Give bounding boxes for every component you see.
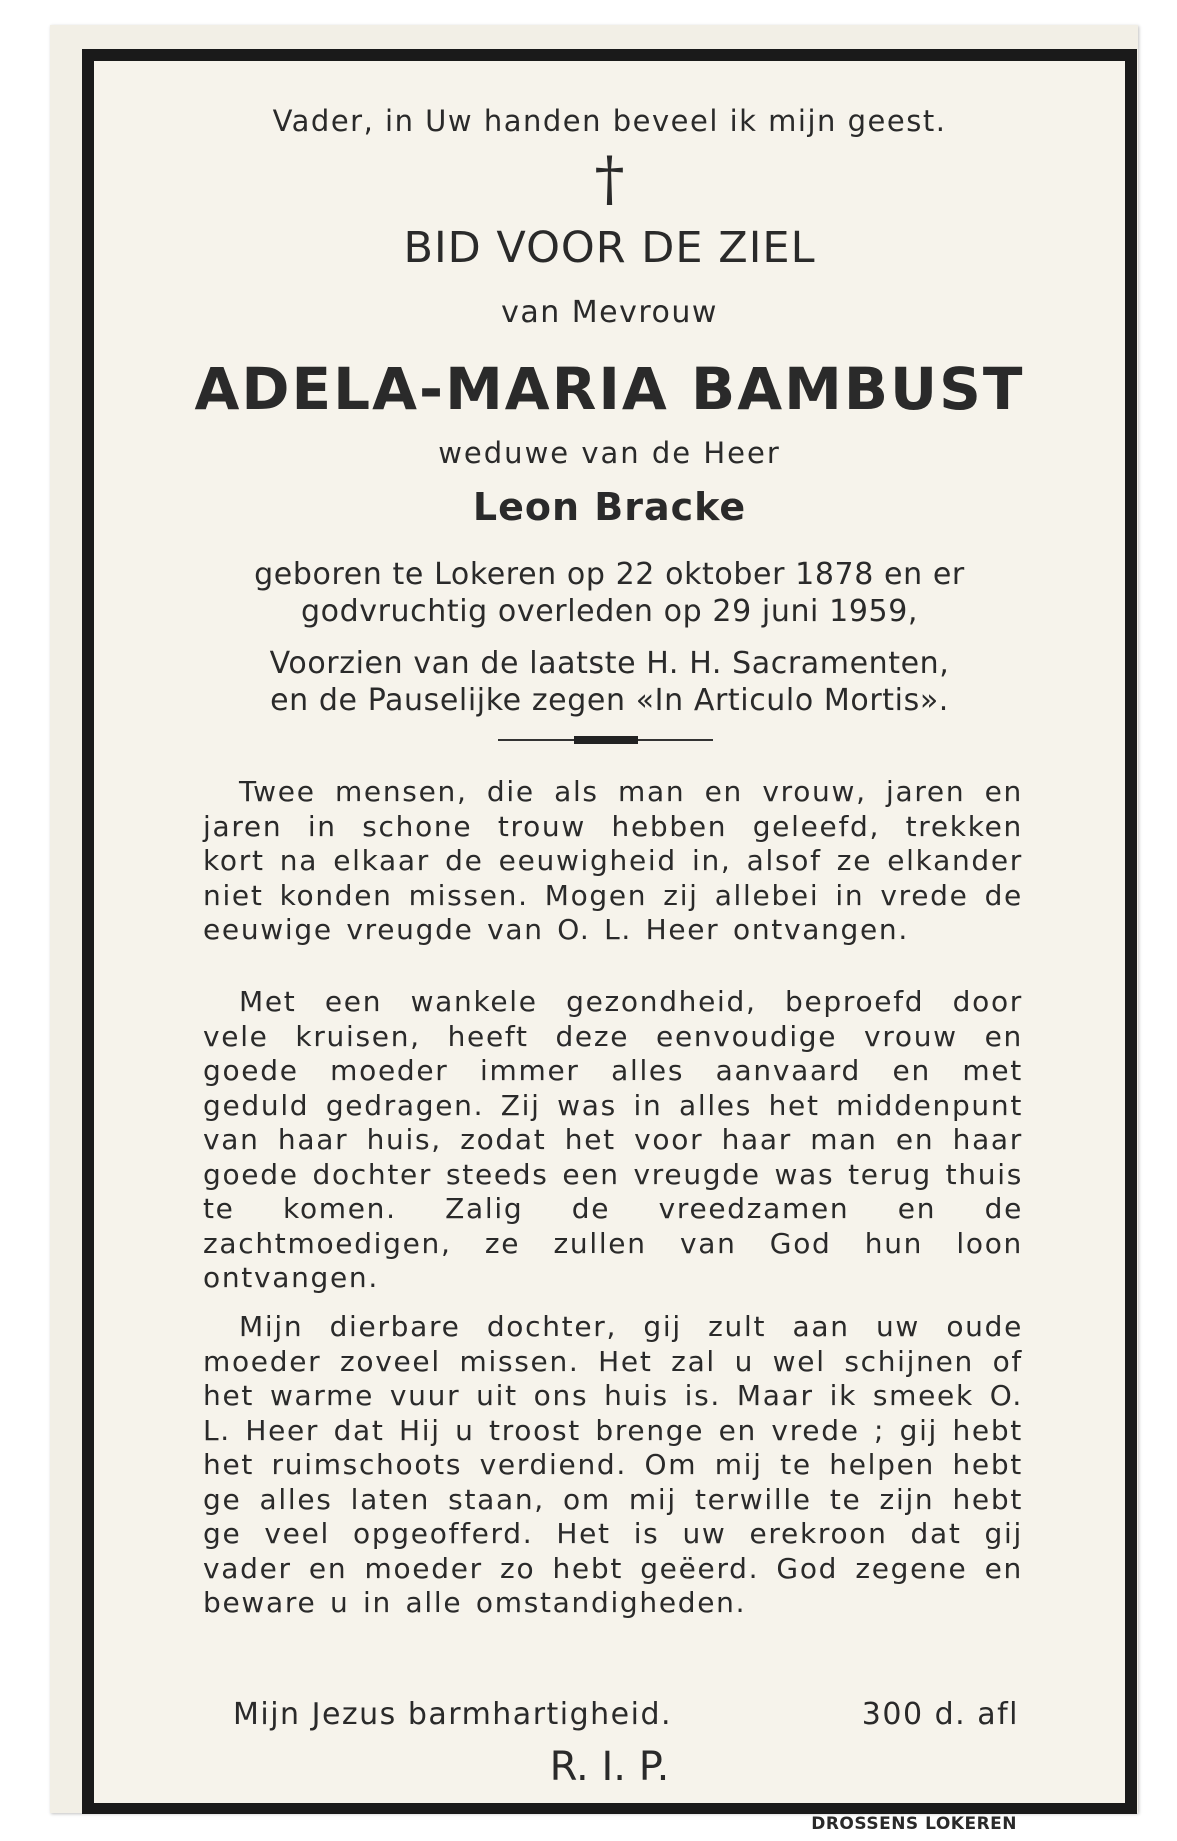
birth-line-2: godvruchtig overleden op 29 juni 1959, bbox=[300, 594, 919, 629]
printer-mark: DROSSENS LOKEREN bbox=[811, 1814, 1017, 1834]
honorific: van Mevrouw bbox=[501, 295, 718, 330]
sacraments-line-2: en de Pauselijke zegen «In Articulo Mortis». bbox=[270, 683, 949, 718]
cross-icon: † bbox=[594, 144, 625, 214]
birth-death-info bbox=[94, 556, 1125, 630]
motto: Vader, in Uw handen beveel ik mijn geest. bbox=[272, 104, 947, 138]
paragraph: Twee mensen, die als man en vrouw, jaren en jaren in schone trouw hebben geleefd, trekken kort na elkaar de eeuwigheid in, alsof ze elkander niet konden missen. Mogen zij allebei in vrede de eeuwige vreugde van O. L. Heer ontvangen. bbox=[203, 775, 1023, 946]
card-content bbox=[94, 61, 1125, 1834]
paragraph: Met een wankele gezondheid, beproefd door vele kruisen, heeft deze eenvoudige vrouw en goede moeder immer alles aanvaard en met geduld gedragen. Zij was in alles het middenpunt van haar huis, zodat het voor haar man en haar goede dochter steeds een vreugde was terug thuis te komen. Zalig de vreedzamen en de zachtmoedigen, ze zullen van God hun loon ontvangen. bbox=[203, 985, 1023, 1294]
paragraph: Mijn dierbare dochter, gij zult aan uw oude moeder zoveel missen. Het zal u wel schijnen of het warme vuur uit ons huis is. Maar ik smeek O. L. Heer dat Hij u troost brenge en vrede ; gij hebt het ruimschoots verdiend. Om mij te helpen hebt ge alles laten staan, om mij terwille te zijn hebt ge veel opgeofferd. Het is uw erekroon dat gij vader en moeder zo hebt geëerd. God zegene en beware u in alle omstandigheden. bbox=[203, 1310, 1023, 1619]
memorial-card bbox=[50, 25, 1138, 1834]
widow-of: weduwe van de Heer bbox=[438, 436, 781, 470]
sacraments-info bbox=[94, 645, 1125, 719]
heading: BID VOOR DE ZIEL bbox=[403, 223, 816, 273]
deceased-name: ADELA-MARIA BAMBUST bbox=[194, 355, 1025, 423]
birth-line-1: geboren te Lokeren op 22 oktober 1878 en er bbox=[254, 557, 965, 592]
husband-name: Leon Bracke bbox=[472, 485, 747, 529]
sacraments-line-1: Voorzien van de laatste H. H. Sacramenten, bbox=[269, 646, 950, 681]
indulgence-note: 300 d. afl bbox=[861, 1697, 1019, 1732]
closing-prayer: Mijn Jezus barmhartigheid. bbox=[233, 1697, 673, 1732]
divider-ornament bbox=[498, 739, 713, 741]
rip: R. I. P. bbox=[549, 1744, 670, 1790]
